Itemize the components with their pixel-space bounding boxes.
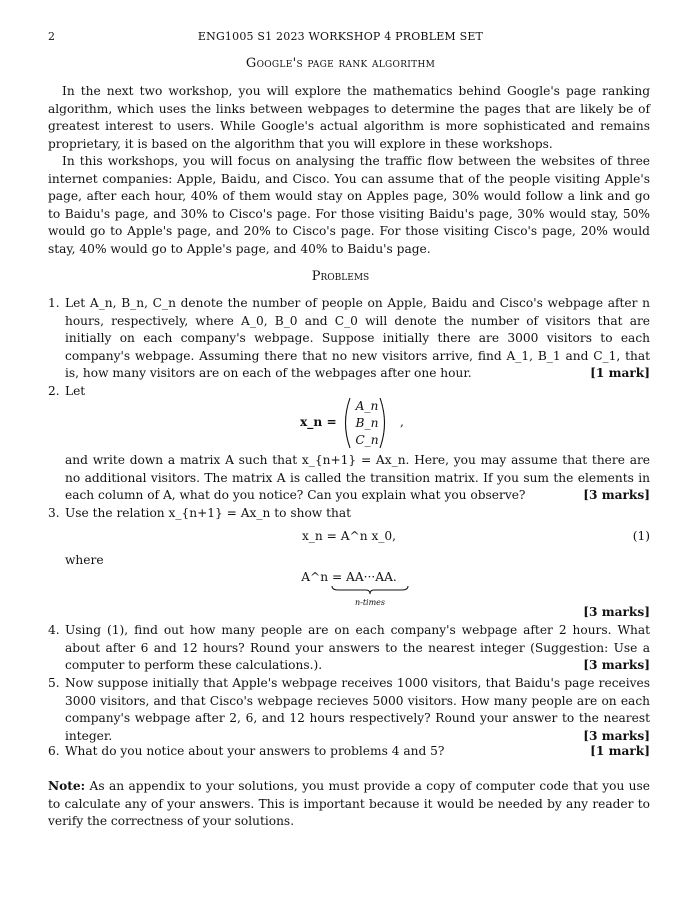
problem-marks: [3 marks] (583, 728, 650, 743)
equation-1: x_n = A^n x_0, (301, 529, 397, 543)
problems-heading (48, 269, 633, 284)
running-header (48, 30, 633, 44)
equation-1-row (48, 528, 650, 548)
left-paren (346, 398, 351, 448)
problem-lead: Let (65, 384, 86, 398)
problem-text: What do you notice about your answers to problems 4 and 5? (65, 744, 445, 758)
problem-3-marks-row (48, 604, 650, 622)
equation-2: A^n = AA···AA. (301, 570, 397, 584)
problem-number: 2. (48, 384, 60, 398)
problem-1 (48, 295, 650, 383)
problem-3 (48, 505, 650, 523)
section-title-text: Google's page rank algorithm (245, 56, 436, 71)
problem-2-body (48, 452, 650, 505)
underbrace-path (332, 586, 408, 594)
problem-number: 5. (48, 676, 60, 690)
equation-2-row (48, 569, 650, 605)
note-label: Note: (48, 779, 86, 793)
vector-equation: x_n = A_n B_n C_n , (300, 396, 420, 450)
problem-marks: [1 mark] (590, 366, 650, 380)
intro-paragraph-1: In the next two workshop, you will explore the mathematics behind Google's page ranking algorithm, which uses the links between webpages to determine the pages that are likely be of greatest interest to users. While Google's actual algorithm is more sophisticated and remains proprietary, it is based on the algorithm that you will explore in these workshops. (48, 84, 650, 151)
problem-number: 6. (48, 744, 60, 758)
problem-number: 1. (48, 296, 60, 310)
problems-heading-text: Problems (311, 269, 370, 284)
section-title (48, 56, 633, 71)
problem-text: Use the relation x_{n+1} = Ax_n to show that (65, 506, 352, 520)
vector-entry: B_n (355, 416, 379, 430)
problem-4 (48, 622, 650, 675)
problem-marks: [3 marks] (583, 605, 650, 619)
intro-text (48, 83, 650, 258)
problem-marks: [3 marks] (583, 658, 650, 672)
equation-1-label: (1) (632, 529, 650, 543)
page-number: 2 (48, 30, 56, 43)
note-paragraph (48, 778, 650, 831)
problem-5 (48, 675, 650, 745)
problem-number: 3. (48, 506, 60, 520)
problem-text: Using (1), find out how many people are on each company's webpage after 2 hours. What about after 6 and 12 hours? Round your answers to the nearest integer (Suggestion: Use a computer to perform these calculations.). (65, 623, 650, 672)
problem-text: Now suppose initially that Apple's webpage receives 1000 visitors, that Baidu's page receives 3000 visitors, and that Cisco's webpage recieves 5000 visitors. How many people are on each company's webpage after 2, 6, and 12 hours respectively? Round your answer to the nearest integer. (65, 676, 650, 743)
problem-marks: [1 mark] (590, 744, 650, 758)
problem-6 (48, 743, 650, 761)
problem-number: 4. (48, 623, 60, 637)
vector-entry: A_n (355, 399, 379, 413)
problem-text: and write down a matrix A such that x_{n+1} = Ax_n. Here, you may assume that there are no additional visitors. The matrix A is called the transition matrix. If you sum the elements in each column of A, what do you notice? Can you explain what you observe? (65, 453, 650, 502)
where-line (48, 552, 650, 570)
equation-lhs: x_n = (300, 415, 337, 429)
problem-marks: [3 marks] (583, 488, 650, 502)
running-title: ENG1005 S1 2023 WORKSHOP 4 PROBLEM SET (197, 30, 484, 43)
note-text: As an appendix to your solutions, you must provide a copy of computer code that you use to calculate any of your answers. This is important because it would be needed by any reader to verify the correctness of your solutions. (48, 779, 651, 828)
vector-entry: C_n (355, 433, 379, 447)
problem-text: Let A_n, B_n, C_n denote the number of people on Apple, Baidu and Cisco's webpage after n hours, respectively, where A_0, B_0 and C_0 will denote the number of visitors that are initially on each company's webpage. Suppose initially there are 3000 visitors to each company's webpage. Assuming there that no new visitors arrive, find A_1, B_1 and C_1, that is, how many visitors are on each of the webpages after one hour. (65, 296, 650, 380)
where-text: where (65, 553, 104, 567)
intro-paragraph-2: In this workshops, you will focus on analysing the traffic flow between the websites of three internet companies: Apple, Baidu, and Cisco. You can assume that of the people visiting Apple's page, after each hour, 40% of them would stay on Apples page, 30% would follow a link and go to Baidu's page, and 30% to Cisco's page. For those visiting Baidu's page, 30% would stay, 50% would go to Apple's page, and 20% to Cisco's page. For those visiting Cisco's page, 20% would stay, 40% would go to Apple's page, and 40% to Baidu's page. (48, 154, 650, 256)
underbrace-label: n-times (354, 598, 386, 607)
